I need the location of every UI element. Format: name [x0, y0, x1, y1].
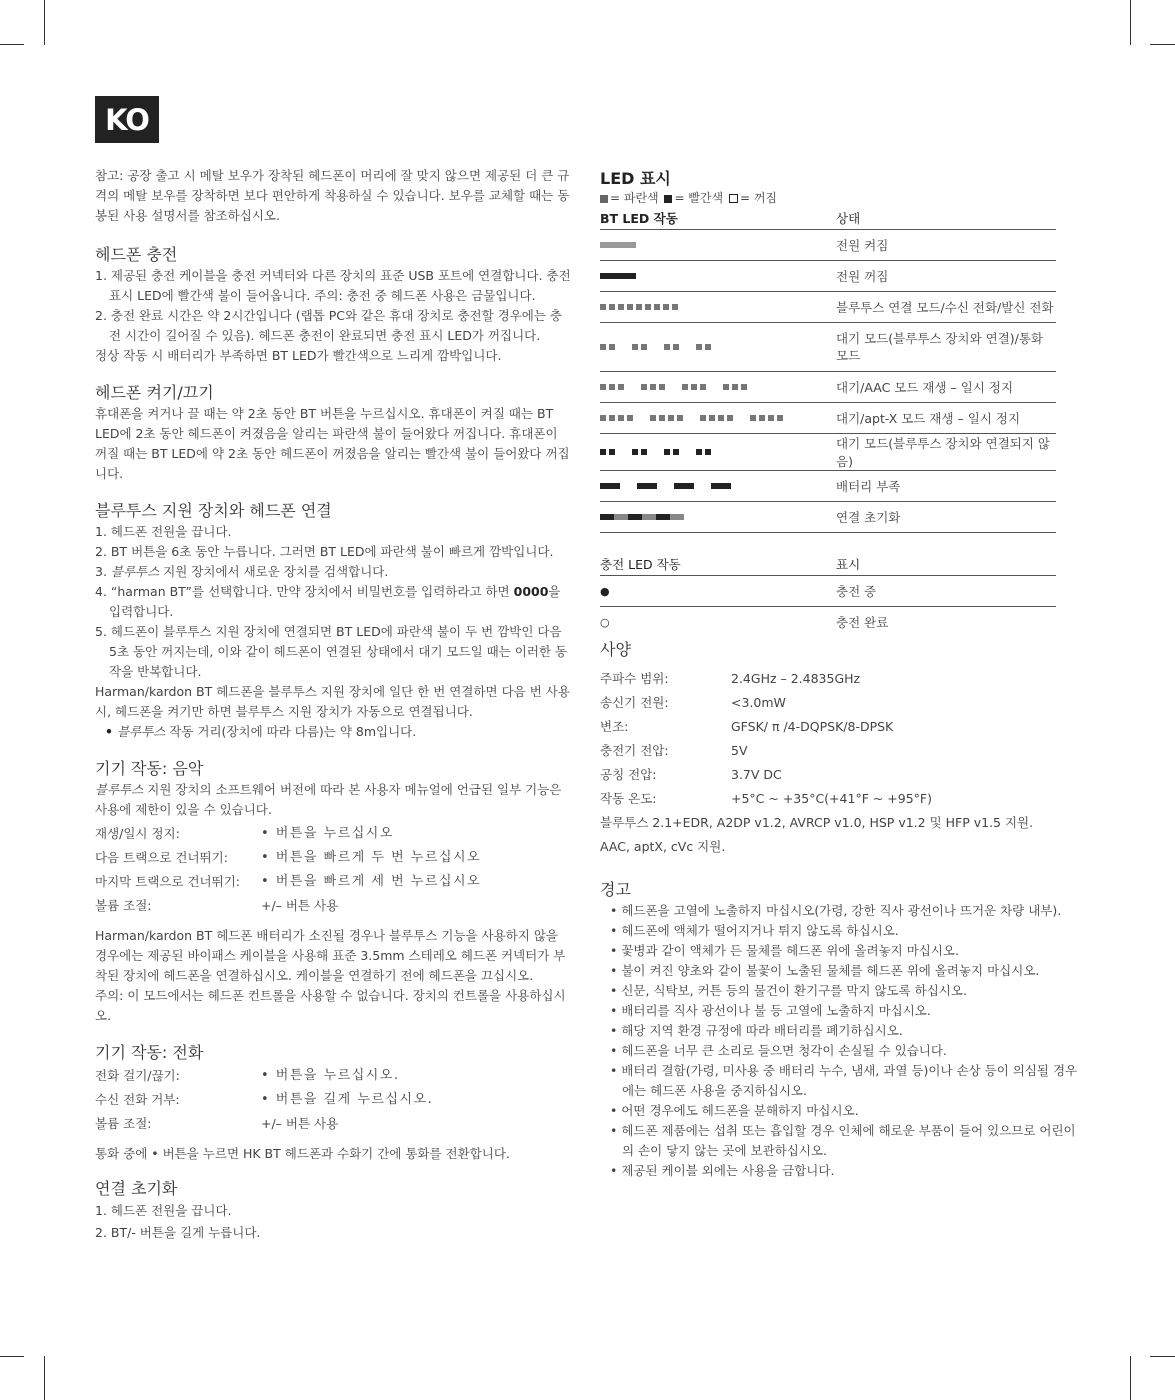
spec-value: GFSK/ π /4-DQPSK/8-DPSK	[731, 719, 894, 734]
led-segment	[645, 304, 651, 310]
led-segment	[672, 304, 678, 310]
phone-value: • 버튼을 누르십시오.	[261, 1068, 400, 1083]
led-segment	[641, 449, 647, 455]
table-row	[600, 434, 1056, 471]
status-cell: 전원 꺼짐	[836, 261, 1056, 292]
spec-value: +5°C ~ +35°C(+41°F ~ +95°F)	[731, 791, 932, 806]
bullet-mark: •	[105, 724, 113, 739]
legend-blue: = 파란색	[610, 191, 659, 205]
led-segment	[705, 449, 711, 455]
warning-item: • 헤드폰을 고열에 노출하지 마십시오(가령, 강한 직사 광선이나 뜨거운 차량 내부).	[610, 903, 1062, 918]
led-segment	[614, 514, 628, 520]
led-title: LED 표시	[600, 169, 671, 188]
control-row	[95, 870, 573, 894]
crop-mark	[44, 1356, 45, 1400]
pairing-section	[95, 500, 573, 742]
warning-item: • 신문, 식탁보, 커튼 등의 물건이 환기구를 막지 않도록 하십시오.	[610, 983, 967, 998]
pattern-cell	[600, 403, 836, 434]
red-square-icon	[664, 195, 672, 203]
spec-label: 공칭 전압:	[600, 767, 657, 782]
phone-value: +/– 버튼 사용	[261, 1116, 339, 1131]
led-segment	[777, 415, 783, 421]
specs-section	[600, 639, 1075, 859]
spec-value: 5V	[731, 743, 748, 758]
led-segment	[677, 415, 683, 421]
step-text: 4. “harman BT”를 선택합니다. 만약 장치에서 비밀번호를 입력하라고 하면	[95, 584, 514, 599]
spec-row	[600, 739, 1075, 763]
table-row	[600, 323, 1056, 372]
led-segment	[750, 415, 756, 421]
legend-off: = 꺼짐	[739, 191, 778, 205]
pattern-cell	[600, 434, 836, 471]
warnings-section	[600, 879, 1080, 1181]
status-cell: 대기 모드(블루투스 장치와 연결)/통화 모드	[836, 323, 1056, 372]
status-col-header: 상태	[836, 211, 861, 226]
led-segment	[632, 449, 638, 455]
led-segment	[723, 384, 729, 390]
led-pattern-pairing	[600, 304, 836, 310]
passcode: 0000	[513, 584, 549, 599]
crop-mark	[0, 1356, 24, 1357]
led-segment	[627, 415, 633, 421]
charging-title: 헤드폰 충전	[95, 245, 178, 264]
crop-mark	[1150, 44, 1175, 45]
warning-item: • 헤드폰을 너무 큰 소리로 들으면 청각이 손실될 수 있습니다.	[610, 1043, 947, 1058]
led-segment	[700, 384, 706, 390]
pattern-cell	[600, 372, 836, 403]
power-section	[95, 382, 573, 484]
led-segment	[759, 415, 765, 421]
table-row	[600, 607, 1056, 638]
led-segment	[600, 415, 606, 421]
charged-symbol-icon: ○	[600, 607, 836, 638]
charge-led-table	[600, 553, 1056, 637]
pattern-cell	[600, 323, 836, 372]
led-segment	[641, 384, 647, 390]
step-prefix: 3.	[95, 564, 111, 579]
legend-red: = 빨간색	[674, 191, 724, 205]
table-row	[600, 261, 1056, 292]
led-segment	[663, 304, 669, 310]
led-segment	[670, 514, 684, 520]
pattern-cell	[600, 261, 836, 292]
control-label: 볼륨 조절:	[95, 898, 152, 913]
spec-label: 변조:	[600, 719, 629, 734]
bluetooth-term: 블루투스	[116, 724, 166, 739]
led-pattern-aac	[600, 384, 836, 390]
led-pattern-standby-unconnected	[600, 449, 836, 455]
power-title: 헤드폰 켜기/끄기	[95, 383, 214, 402]
pattern-cell	[600, 292, 836, 323]
control-value: +/– 버튼 사용	[261, 898, 339, 913]
crop-mark	[1130, 1356, 1131, 1400]
codec-support: AAC, aptX, cVc 지원.	[600, 839, 726, 854]
control-label: 재생/일시 정지:	[95, 826, 180, 841]
spec-value: 2.4GHz – 2.4835GHz	[731, 671, 861, 686]
pairing-step-2: 2. BT 버튼을 6초 동안 누릅니다. 그러면 BT LED에 파란색 불이 빠르게 깜박입니다.	[95, 544, 554, 559]
warning-item: • 배터리 결함(가령, 미사용 중 배터리 누수, 냄새, 과열 등)이나 손상 등이 의심될 경우에는 헤드폰 사용을 중지하십시오.	[610, 1063, 1078, 1098]
control-value: • 버튼을 빠르게 세 번 누르십시오	[261, 874, 482, 889]
crop-mark	[0, 44, 24, 45]
indication-cell: 충전 중	[836, 576, 1056, 607]
control-row	[95, 822, 573, 846]
reset-section	[95, 1178, 573, 1244]
status-cell: 블루투스 연결 모드/수신 전화/발신 전화	[836, 292, 1056, 323]
music-section	[95, 758, 573, 1026]
spec-value: 3.7V DC	[731, 767, 782, 782]
led-segment	[637, 483, 657, 489]
control-label: 다음 트랙으로 건너뛰기:	[95, 850, 228, 865]
led-segment	[600, 273, 636, 279]
table-row	[600, 230, 1056, 261]
led-pattern-off	[600, 273, 836, 279]
control-row	[95, 894, 573, 918]
led-segment	[618, 304, 624, 310]
blue-square-icon	[600, 195, 608, 203]
led-segment	[664, 449, 670, 455]
spec-row	[600, 787, 1075, 811]
led-segment	[636, 304, 642, 310]
led-pattern-on	[600, 242, 836, 248]
pairing-step-3	[95, 562, 573, 582]
music-title: 기기 작동: 음악	[95, 759, 204, 778]
led-segment	[673, 344, 679, 350]
bluetooth-term: 블루투스	[95, 782, 144, 797]
control-label: 마지막 트랙으로 건너뛰기:	[95, 874, 240, 889]
led-segment	[609, 304, 615, 310]
reset-step-2: 2. BT/- 버튼을 길게 누릅니다.	[95, 1225, 261, 1240]
spec-label: 송신기 전원:	[600, 695, 669, 710]
table-row	[600, 403, 1056, 434]
warning-item: • 꽃병과 같이 액체가 든 물체를 헤드폰 위에 올려놓지 마십시오.	[610, 943, 959, 958]
charging-step-1: 1. 제공된 충전 케이블을 충전 커넥터와 다른 장치의 표준 USB 포트에 연결합니다. 충전 표시 LED에 빨간색 불이 들어옵니다. 주의: 충전 중 헤드폰 사용은 금물입니다.	[95, 268, 571, 303]
status-cell: 전원 켜짐	[836, 230, 1056, 261]
phone-row	[95, 1064, 573, 1088]
led-segment	[600, 384, 606, 390]
led-segment	[705, 344, 711, 350]
led-segment	[609, 384, 615, 390]
warnings-title: 경고	[600, 880, 631, 899]
led-segment	[682, 384, 688, 390]
warning-item: • 해당 지역 환경 규정에 따라 배터리를 폐기하십시오.	[610, 1023, 903, 1038]
step-text: 지원 장치에서 새로운 장치를 검색합니다.	[159, 564, 389, 579]
led-segment	[650, 384, 656, 390]
charging-symbol-icon: ●	[600, 576, 836, 607]
warning-item: • 제공된 케이블 외에는 사용을 금합니다.	[610, 1163, 835, 1178]
led-segment	[600, 449, 606, 455]
crop-mark	[1150, 1356, 1175, 1357]
bt-led-table	[600, 207, 1056, 533]
off-square-icon	[729, 194, 738, 203]
led-pattern-battery-low	[600, 483, 836, 489]
status-cell: 연결 초기화	[836, 502, 1056, 533]
bluetooth-support: 블루투스 2.1+EDR, A2DP v1.2, AVRCP v1.0, HSP v1.2 및 HFP v1.5 지원.	[600, 815, 1034, 830]
pairing-step-1: 1. 헤드폰 전원을 끕니다.	[95, 524, 232, 539]
status-cell: 대기 모드(블루투스 장치와 연결되지 않음)	[836, 434, 1056, 471]
control-value: • 버튼을 빠르게 두 번 누르십시오	[261, 850, 482, 865]
charging-section	[95, 244, 573, 366]
led-segment	[727, 415, 733, 421]
range-bullet	[95, 722, 573, 742]
spec-row	[600, 715, 1075, 739]
step-text: 을 입력합니다.	[109, 584, 561, 619]
phone-row	[95, 1112, 573, 1136]
bow-note: 참고: 공장 출고 시 메탈 보우가 장착된 헤드폰이 머리에 잘 맞지 않으면 제공된 더 큰 규격의 메탈 보우를 장착하면 보다 편안하게 착용하실 수 있습니다. 보우를 교체할 때는 동봉된 사용 설명서를 참조하십시오.	[95, 168, 570, 223]
led-segment	[718, 415, 724, 421]
led-segment	[674, 483, 694, 489]
warning-item: • 헤드폰 제품에는 섭취 또는 흡입할 경우 인체에 해로운 부품이 들어 있으므로 어린이의 손이 닿지 않는 곳에 보관하십시오.	[610, 1123, 1076, 1158]
phone-para: 통화 중에 • 버튼을 누르면 HK BT 헤드폰과 수화기 간에 통화를 전환합니다.	[95, 1146, 510, 1161]
led-segment	[600, 242, 636, 248]
intro-text: 지원 장치의 소프트웨어 버전에 따라 본 사용자 메뉴얼에 언급된 일부 기능은 사용에 제한이 있을 수 있습니다.	[95, 782, 562, 817]
phone-label: 볼륨 조절:	[95, 1116, 152, 1131]
table-row	[600, 292, 1056, 323]
led-segment	[691, 384, 697, 390]
left-column	[95, 166, 573, 1244]
phone-value: • 버튼을 길게 누르십시오.	[261, 1092, 434, 1107]
status-cell: 대기/AAC 모드 재생 – 일시 정지	[836, 372, 1056, 403]
status-cell: 배터리 부족	[836, 471, 1056, 502]
led-segment	[741, 384, 747, 390]
reset-step-1: 1. 헤드폰 전원을 끕니다.	[95, 1203, 232, 1218]
crop-mark	[44, 0, 45, 45]
warning-item: • 불이 켜진 양초와 같이 불꽃이 노출된 물체를 헤드폰 위에 올려놓지 마십시오.	[610, 963, 1040, 978]
reset-title: 연결 초기화	[95, 1179, 178, 1198]
led-segment	[628, 514, 642, 520]
led-segment	[656, 514, 670, 520]
led-segment	[618, 384, 624, 390]
phone-label: 전화 걸기/끊기:	[95, 1068, 180, 1083]
led-segment	[659, 415, 665, 421]
led-segment	[696, 344, 702, 350]
spec-row	[600, 667, 1075, 691]
led-segment	[600, 514, 614, 520]
right-column	[600, 168, 1078, 1181]
charge-col-header: 충전 LED 작동	[600, 557, 681, 572]
pairing-title: 블루투스 지원 장치와 헤드폰 연결	[95, 501, 332, 520]
led-pattern-standby-connected	[600, 344, 836, 350]
phone-title: 기기 작동: 전화	[95, 1043, 204, 1062]
language-badge: KO	[95, 96, 159, 143]
bluetooth-term: 블루투스	[110, 564, 160, 579]
table-header	[600, 207, 1056, 230]
spec-label: 작동 온도:	[600, 791, 657, 806]
spec-label: 주파수 범위:	[600, 671, 669, 686]
control-value: • 버튼을 누르십시오	[261, 826, 394, 841]
music-controls	[95, 822, 573, 918]
crop-mark	[1130, 0, 1131, 45]
phone-row	[95, 1088, 573, 1112]
phone-label: 수신 전화 거부:	[95, 1092, 180, 1107]
table-row	[600, 576, 1056, 607]
led-legend	[600, 190, 1075, 207]
led-segment	[768, 415, 774, 421]
bypass-para: Harman/kardon BT 헤드폰 배터리가 소진될 경우나 블루투스 기능을 사용하지 않을 경우에는 제공된 바이패스 케이블을 사용해 표준 3.5mm 스테레오 헤드폰 커넥터가 부착된 장치에 헤드폰을 연결하십시오. 케이블을 연결하기 전에 헤드폰을 끄십시오.	[95, 928, 566, 983]
pattern-cell	[600, 230, 836, 261]
spec-label: 충전기 전압:	[600, 743, 669, 758]
indication-cell: 충전 완료	[836, 607, 1056, 638]
pairing-step-5: 5. 헤드폰이 블루투스 지원 장치에 연결되면 BT LED에 파란색 불이 두 번 깜박인 다음 5초 동안 꺼지는데, 이와 같이 헤드폰이 연결된 상태에서 대기 모드일 때는 이러한 동작을 반복합니다.	[95, 624, 568, 679]
music-intro	[95, 780, 573, 820]
spec-row	[600, 763, 1075, 787]
led-segment	[673, 449, 679, 455]
led-segment	[600, 304, 606, 310]
led-pattern-aptx	[600, 415, 836, 421]
led-segment	[732, 384, 738, 390]
led-segment	[609, 415, 615, 421]
spec-value: <3.0mW	[731, 695, 786, 710]
led-segment	[709, 415, 715, 421]
table-row	[600, 372, 1056, 403]
led-segment	[609, 344, 615, 350]
indication-col-header: 표시	[836, 557, 861, 572]
led-segment	[659, 384, 665, 390]
status-cell: 대기/apt-X 모드 재생 – 일시 정지	[836, 403, 1056, 434]
table-row	[600, 471, 1056, 502]
power-text: 휴대폰을 켜거나 끌 때는 약 2초 동안 BT 버튼을 누르십시오. 휴대폰이 켜질 때는 BT LED에 2초 동안 헤드폰이 켜졌음을 알리는 파란색 불이 들어왔다 꺼집니다. 휴대폰이 꺼질 때는 BT LED에 약 2초 동안 헤드폰이 꺼졌음을 알리는 빨간색 불이 들어왔다 꺼집니다.	[95, 406, 570, 481]
charging-footer: 정상 작동 시 배터리가 부족하면 BT LED가 빨간색으로 느리게 깜박입니다.	[95, 348, 502, 363]
led-segment	[600, 483, 620, 489]
led-segment	[654, 304, 660, 310]
charging-step-2: 2. 충전 완료 시간은 약 2시간입니다 (랩톱 PC와 같은 휴대 장치로 충전할 경우에는 충전 시간이 길어질 수 있음). 헤드폰 충전이 완료되면 충전 표시 LED가 꺼집니다.	[95, 308, 563, 343]
led-segment	[618, 415, 624, 421]
led-segment	[632, 344, 638, 350]
specs-list	[600, 667, 1075, 811]
led-segment	[668, 415, 674, 421]
led-segment	[700, 415, 706, 421]
led-pattern-reset	[600, 514, 836, 520]
pattern-cell	[600, 471, 836, 502]
led-segment	[642, 514, 656, 520]
led-segment	[650, 415, 656, 421]
control-row	[95, 846, 573, 870]
warning-item: • 헤드폰에 액체가 떨어지거나 튀지 않도록 하십시오.	[610, 923, 899, 938]
warning-item: • 배터리를 직사 광선이나 불 등 고열에 노출하지 마십시오.	[610, 1003, 931, 1018]
led-segment	[600, 344, 606, 350]
pairing-para: Harman/kardon BT 헤드폰을 블루투스 지원 장치에 일단 한 번 연결하면 다음 번 사용 시, 헤드폰을 켜기만 하면 블루투스 지원 장치가 자동으로 연결됩니다.	[95, 684, 570, 719]
led-segment	[664, 344, 670, 350]
spec-row	[600, 691, 1075, 715]
specs-title: 사양	[600, 640, 631, 659]
bt-col-header: BT LED 작동	[600, 211, 678, 226]
led-segment	[609, 449, 615, 455]
pattern-cell	[600, 502, 836, 533]
led-segment	[641, 344, 647, 350]
led-segment	[696, 449, 702, 455]
table-header	[600, 553, 1056, 576]
phone-section	[95, 1042, 573, 1164]
pairing-step-4	[95, 582, 573, 622]
bypass-note: 주의: 이 모드에서는 헤드폰 컨트롤을 사용할 수 없습니다. 장치의 컨트롤을 사용하십시오.	[95, 988, 566, 1023]
table-row	[600, 502, 1056, 533]
range-text: 작동 거리(장치에 따라 다름)는 약 8m입니다.	[165, 724, 417, 739]
warning-item: • 어떤 경우에도 헤드폰을 분해하지 마십시오.	[610, 1103, 859, 1118]
led-segment	[627, 304, 633, 310]
led-segment	[711, 483, 731, 489]
